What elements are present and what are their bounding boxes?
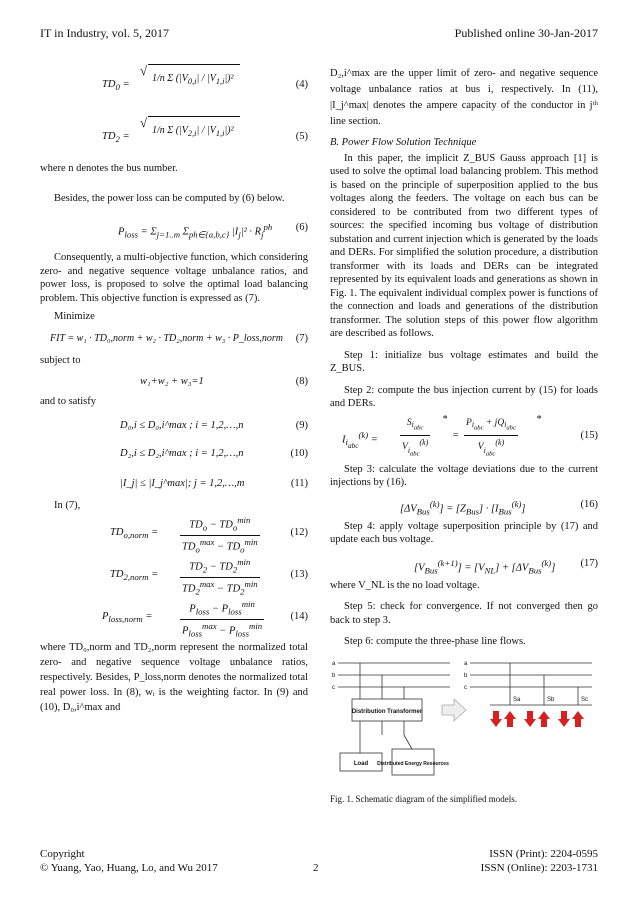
equation-14: $P_{loss,norm}$ = $P_{loss} - P_{loss}^{min}$ $P_{loss}^{max} - P_{loss}^{min}$ (14): [102, 599, 308, 639]
label-a-right: a: [464, 660, 468, 667]
left-column: [40, 60, 308, 715]
subject-to-label: subject to: [40, 354, 81, 366]
journal-header: IT in Industry, vol. 5, 2017: [40, 26, 169, 40]
label-c-left: c: [332, 684, 335, 691]
transformer-label: Distribution Transformer: [351, 708, 423, 715]
where-n-text: where n denotes the bus number.: [40, 163, 178, 174]
label-c-right: c: [464, 684, 467, 691]
step-6: Step 6: compute the three-phase line flows.: [344, 636, 526, 647]
footer-copyright: Copyright: [40, 848, 85, 860]
sa-label: Sa: [513, 696, 521, 703]
equation-15: $I_{i_{abc}}^{(k)}$ = $S_{i_{abc}}$ $V_{i_{abc}}^{(k)}$ * = $P_{i_{abc}} + jQ_{i_{abc}}$ $V_{i_{abc}}^{(k)}$ * (15): [342, 413, 598, 458]
method-text: In this paper, the implicit Z_BUS Gauss approach [1] is used to solve the optimal load balancing problem. This method is based on the principle of superposition applied to the bus voltages along the feeders. The voltage on each bus can be considered to be contributed from two different types of sources: the specified incoming bus voltage of distribution substation and current injection which is generated by the loads and DERs. For simplified the solution procedure, a distribution transformer with its loads and DERs can be integrated represented by its equivalent loads and generations as shown in Fig. 1. The equivalent individual complex power is functions of the connection and loads and generations of the distribution transformer. The solution steps of this power flow algorithm are described as follows.: [330, 152, 598, 339]
transform-arrow-icon: [442, 699, 466, 721]
injection-arrows-icon: [490, 711, 584, 727]
label-b-left: b: [332, 672, 336, 679]
equation-8: w₁+w₂ + w₃=1 (8): [140, 376, 308, 387]
publish-date: Published online 30-Jan-2017: [454, 26, 598, 40]
sc-label: Sc: [581, 696, 589, 703]
equation-12: $TD_{o,norm}$ = $TD_o - TD_o^{min}$ $TD_o^{max} - TD_o^{min}$ (12): [110, 515, 308, 555]
equation-17: $[V_{Bus}^{(k+1)}] = [V_{NL}] + [\Delta V_{Bus}^{(k)}]$ (17): [414, 557, 598, 576]
issn-online: ISSN (Online): 2203-1731: [480, 862, 598, 874]
equation-7: FIT = w₁ · TD₀,norm + w₂ · TD₂,norm + w₃ · P_loss,norm (7): [50, 332, 308, 344]
minimize-label: Minimize: [54, 311, 95, 322]
and-satisfy-label: and to satisfy: [40, 396, 96, 407]
issn-print: ISSN (Print): 2204-0595: [489, 848, 598, 860]
right-column: [330, 66, 598, 807]
in-7-label: In (7),: [54, 499, 81, 511]
step-2: Step 2: compute the bus injection current by (15) for loads and DERs.: [330, 384, 598, 409]
section-heading: B. Power Flow Solution Technique: [330, 137, 477, 148]
equation-9: D₀,i ≤ D₀,i^max ; i = 1,2,…,n (9): [120, 419, 308, 431]
multi-objective-text: Consequently, a multi-objective function, which considering zero- and negative sequence voltage unbalance ratios, and power loss, is proposed to solve the optimal load balancing problem. This objective function is expressed as (7).: [40, 252, 308, 304]
equation-4: $TD_0$ = √ 1/n Σ $(|V_{0,i}| / |V_{1,i}|)^2$ (4): [40, 60, 308, 110]
where-vnl-text: where V_NL is the no load voltage.: [330, 579, 480, 591]
schematic-figure: [330, 655, 598, 785]
equation-13: $TD_{2,norm}$ = $TD_2 - TD_2^{min}$ $TD_2^{max} - TD_2^{min}$ (13): [110, 557, 308, 597]
step-3: Step 3: calculate the voltage deviations due to the current injections by (16).: [330, 463, 598, 488]
equation-6: $P_{loss} = \Sigma_{j=1..m}$ $\Sigma_{ph\in\{a,b,c\}}$ $|I_j|^2 \cdot R_j^{ph}$ (6): [118, 222, 308, 240]
page-number: 2: [313, 862, 319, 874]
step-1: Step 1: initialize bus voltage estimates and build the Z_BUS.: [330, 349, 598, 374]
step-5: Step 5: check for convergence. If not converged then go back to step 3.: [330, 601, 598, 626]
label-b-right: b: [464, 672, 468, 679]
sb-label: Sb: [547, 696, 555, 703]
where-norm-text: where TD₀,norm and TD₂,norm represent the normalized total zero- and negative sequence voltage unbalance ratios, respectively. Besides, P_loss,norm denotes the normalized total real power loss. In (8), wᵢ is the weighting factor. In (9) and (10), D₀,i^max and: [40, 642, 308, 713]
figure-caption: Fig. 1. Schematic diagram of the simplified models.: [330, 794, 517, 804]
upper-limit-text: D₂,i^max are the upper limit of zero- and negative sequence voltage unbalance ratios at bus i, respectively. In (11), |I_j^max| denotes the ampere capacity of the conductor in jᵗʰ line section.: [330, 68, 598, 127]
load-label: Load: [353, 760, 369, 767]
equation-5: $TD_2$ = √ 1/n Σ $(|V_{2,i}| / |V_{1,i}|)^2$ (5): [40, 110, 308, 162]
step-4: Step 4: apply voltage superposition principle by (17) and update each bus voltage.: [330, 520, 598, 545]
der-label: Distributed Energy Resources: [377, 760, 449, 767]
equation-10: D₂,i ≤ D₂,i^max ; i = 1,2,…,n (10): [120, 447, 308, 459]
footer-authors: © Yuang, Yao, Huang, Lo, and Wu 2017: [40, 862, 218, 874]
label-a-left: a: [332, 660, 336, 667]
power-loss-text: Besides, the power loss can be computed by (6) below.: [54, 192, 285, 204]
equation-11: |I_j| ≤ |I_j^max|; j = 1,2,…,m (11): [120, 477, 308, 489]
equation-16: $[\Delta V_{Bus}^{(k)}] = [Z_{Bus}] \cdot [I_{Bus}^{(k)}]$ (16): [400, 498, 598, 517]
